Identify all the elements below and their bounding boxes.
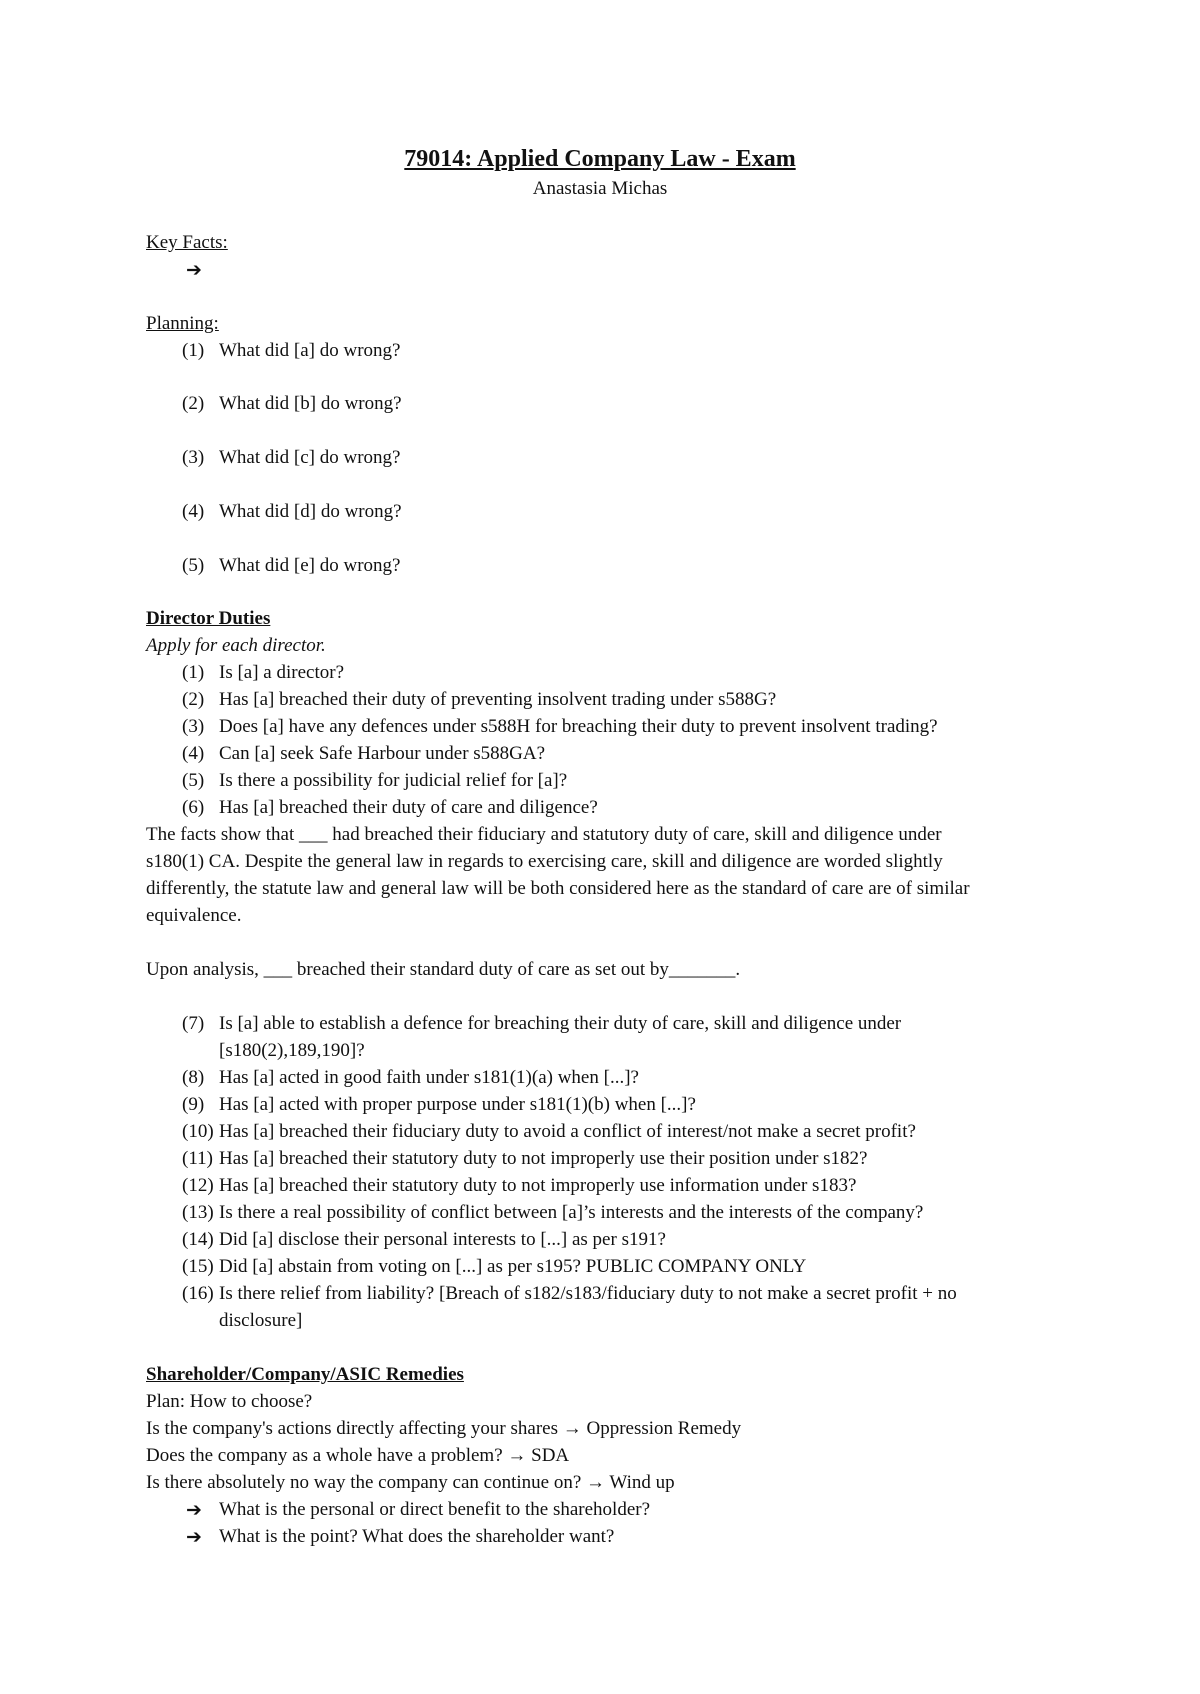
remedies-line: Is the company's actions directly affecting your shares → Oppression Remedy (146, 1418, 742, 1439)
list-item: Has [a] breached their statutory duty to not improperly use information under s183? (219, 1175, 857, 1196)
list-item-number: (4) (182, 743, 205, 764)
list-item: What did [a] do wrong? (219, 340, 401, 361)
list-item: Does [a] have any defences under s588H for breaching their duty to prevent insolvent trading? (219, 716, 938, 737)
list-item-number: (11) (182, 1148, 213, 1169)
remedies-line: Does the company as a whole have a problem? → SDA (146, 1445, 570, 1466)
list-item: What did [d] do wrong? (219, 501, 402, 522)
list-item: Has [a] breached their fiduciary duty to avoid a conflict of interest/not make a secret profit? (219, 1121, 916, 1142)
list-item: Has [a] breached their duty of care and diligence? (219, 797, 598, 818)
paragraph-line: The facts show that ___ had breached their fiduciary and statutory duty of care, skill and diligence under (146, 824, 942, 845)
list-item-number: (12) (182, 1175, 214, 1196)
list-item: Has [a] acted with proper purpose under s181(1)(b) when [...]? (219, 1094, 696, 1115)
list-item-number: (15) (182, 1256, 214, 1277)
arrow-bullet-icon: ➔ (186, 259, 202, 281)
document-title: 79014: Applied Company Law - Exam (404, 146, 796, 172)
list-item-number: (7) (182, 1013, 205, 1034)
list-item-number: (2) (182, 689, 205, 710)
list-item-number: (16) (182, 1283, 214, 1304)
author-name: Anastasia Michas (532, 178, 668, 199)
remedies-heading: Shareholder/Company/ASIC Remedies (146, 1364, 464, 1385)
arrow-bullet-icon: ➔ (186, 1526, 202, 1548)
list-item-number: (3) (182, 716, 205, 737)
list-item: Has [a] breached their statutory duty to not improperly use their position under s182? (219, 1148, 868, 1169)
list-item: Did [a] abstain from voting on [...] as per s195? PUBLIC COMPANY ONLY (219, 1256, 807, 1277)
analysis-conclusion: Upon analysis, ___ breached their standard duty of care as set out by_______. (146, 959, 741, 980)
list-item-number: (9) (182, 1094, 205, 1115)
list-item-number: (1) (182, 340, 205, 361)
paragraph-line: s180(1) CA. Despite the general law in regards to exercising care, skill and diligence are worded slightly (146, 851, 943, 872)
list-item: What did [c] do wrong? (219, 447, 401, 468)
director-duties-subheading: Apply for each director. (146, 635, 326, 656)
list-item-number: (4) (182, 501, 205, 522)
list-item: Is [a] a director? (219, 662, 345, 683)
list-item-continuation: [s180(2),189,190]? (219, 1040, 365, 1061)
list-item-number: (5) (182, 770, 205, 791)
list-item-number: (2) (182, 393, 205, 414)
list-item: Did [a] disclose their personal interests to [...] as per s191? (219, 1229, 666, 1250)
list-item: Has [a] breached their duty of preventing insolvent trading under s588G? (219, 689, 777, 710)
list-item-number: (13) (182, 1202, 214, 1223)
paragraph-line: differently, the statute law and general law will be both considered here as the standard of care are of similar (146, 878, 970, 899)
list-item: What did [e] do wrong? (219, 555, 401, 576)
planning-heading: Planning: (146, 313, 219, 334)
list-item: What did [b] do wrong? (219, 393, 402, 414)
list-item-number: (1) (182, 662, 205, 683)
list-item-number: (6) (182, 797, 205, 818)
list-item-number: (5) (182, 555, 205, 576)
list-item: Has [a] acted in good faith under s181(1)(a) when [...]? (219, 1067, 639, 1088)
paragraph-line: equivalence. (146, 905, 242, 926)
list-item: Is there a real possibility of conflict between [a]’s interests and the interests of the company? (219, 1202, 924, 1223)
remedies-line: Plan: How to choose? (146, 1391, 313, 1412)
list-item: Is there a possibility for judicial relief for [a]? (219, 770, 568, 791)
key-facts-heading: Key Facts: (146, 232, 228, 253)
list-item-number: (14) (182, 1229, 214, 1250)
list-item: Is [a] able to establish a defence for breaching their duty of care, skill and diligence under (219, 1013, 902, 1034)
list-item-number: (10) (182, 1121, 214, 1142)
remedies-bullet-item: What is the point? What does the shareholder want? (219, 1526, 615, 1547)
remedies-bullet-item: What is the personal or direct benefit to the shareholder? (219, 1499, 651, 1520)
list-item-continuation: disclosure] (219, 1310, 303, 1331)
list-item: Is there relief from liability? [Breach of s182/s183/fiduciary duty to not make a secret profit + no (219, 1283, 957, 1304)
remedies-line: Is there absolutely no way the company can continue on? → Wind up (146, 1472, 675, 1493)
arrow-bullet-icon: ➔ (186, 1499, 202, 1521)
list-item: Can [a] seek Safe Harbour under s588GA? (219, 743, 546, 764)
list-item-number: (8) (182, 1067, 205, 1088)
director-duties-heading: Director Duties (146, 608, 271, 629)
list-item-number: (3) (182, 447, 205, 468)
